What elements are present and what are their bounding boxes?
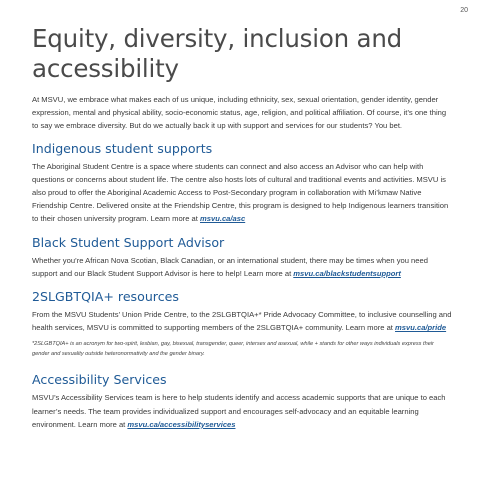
pride-paragraph xyxy=(32,308,452,334)
link-pride[interactable]: msvu.ca/pride xyxy=(395,323,447,333)
link-blackstudentsupport[interactable]: msvu.ca/blackstudentsupport xyxy=(293,268,401,278)
pride-body: From the MSVU Students’ Union Pride Centre, to the 2SLGBTQIA+* Pride Advocacy Committee, to inclusive counselling and health services, MSVU is committed to supporting members of the 2SLGBTQIA+ community. Learn more at xyxy=(32,310,452,333)
indigenous-body: The Aboriginal Student Centre is a space where students can connect and also access an Advisor who can help with questions or concerns about student life. The centre also hosts lots of cultural and traditional events and activities. MSVU is also proud to offer the Aboriginal Academic Access to Post-Secondary program in collaboration with Mi’kmaw Native Friendship Centre. Delivered onsite at the Friendship Centre, this program is designed to help Indigenous learners transition to their chosen university program. Learn more at xyxy=(32,161,449,224)
heading-black-student-support: Black Student Support Advisor xyxy=(32,234,225,250)
heading-accessibility-services: Accessibility Services xyxy=(32,372,167,388)
heading-2slgbtqia-resources: 2SLGBTQIA+ resources xyxy=(32,289,179,305)
document-content xyxy=(32,24,452,431)
heading-indigenous-supports: Indigenous student supports xyxy=(32,140,213,156)
black-paragraph xyxy=(32,254,452,280)
accessibility-paragraph xyxy=(32,391,452,431)
intro-paragraph: At MSVU, we embrace what makes each of us unique, including ethnicity, sex, sexual orientation, gender identity, gender expression, mental and physical ability, socio-economic status, age, religion, and political affiliation. Of course, it’s one thing to say we embrace diversity. But do we actually back it up with support and services for our students? You bet. xyxy=(32,95,447,131)
link-accessibilityservices[interactable]: msvu.ca/accessibilityservices xyxy=(127,419,236,429)
indigenous-paragraph xyxy=(32,160,452,226)
page-number: 20 xyxy=(460,7,468,14)
accessibility-body: MSVU’s Accessibility Services team is here to help students identify and access academic supports that are unique to each learner’s needs. The team provides individualized support and encourages self-advocacy and an equitable learning environment. Learn more at xyxy=(32,393,446,429)
pride-footnote: *2SLGBTQIA+ is an acronym for two-spirit, lesbian, gay, bisexual, transgender, queer, intersex and asexual, while + stands for other ways individuals express their gender and sexuality outside heteronormativity and the gender binary. xyxy=(32,341,434,358)
black-body: Whether you’re African Nova Scotian, Black Canadian, or an international student, there may be times when you need support and our Black Student Support Advisor is here to help! Learn more at xyxy=(32,255,428,278)
link-asc[interactable]: msvu.ca/asc xyxy=(200,214,246,224)
page-title: Equity, diversity, inclusion and accessibility xyxy=(32,24,403,83)
